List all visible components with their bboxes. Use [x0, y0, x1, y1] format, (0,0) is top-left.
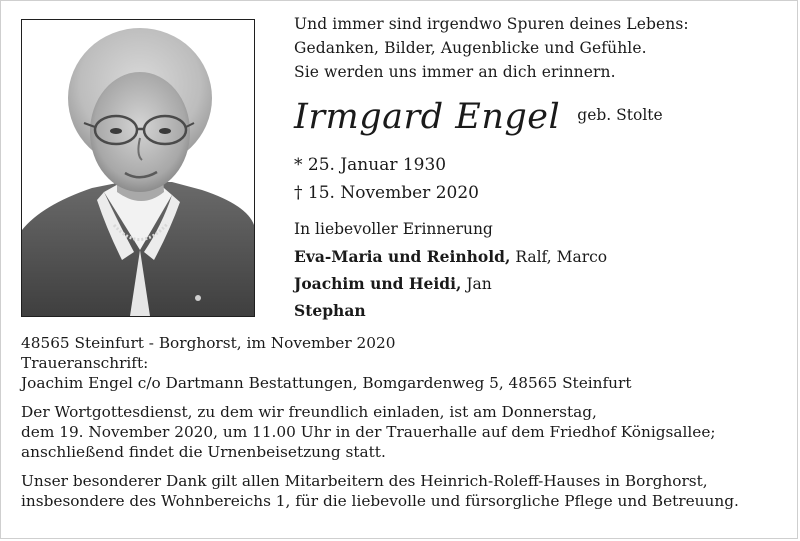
mourners-intro: In liebevoller Erinnerung — [294, 220, 493, 238]
deceased-name-line — [294, 97, 663, 137]
mourning-address: Joachim Engel c/o Dartmann Bestattungen, Bomgardenweg 5, 48565 Steinfurt — [21, 374, 632, 392]
notice-details — [21, 333, 739, 511]
poem — [294, 12, 689, 84]
poem-line: Und immer sind irgendwo Spuren deines Lebens: — [294, 15, 689, 33]
portrait-image — [22, 20, 254, 316]
thanks-line: insbesondere des Wohnbereichs 1, für die liebevolle und fürsorgliche Pflege und Betreuung. — [21, 492, 739, 510]
service-line: Der Wortgottesdienst, zu dem wir freundlich einladen, ist am Donnerstag, — [21, 403, 597, 421]
death-date: † 15. November 2020 — [294, 183, 479, 203]
poem-line: Sie werden uns immer an dich erinnern. — [294, 63, 616, 81]
service-line: anschließend findet die Urnenbeisetzung statt. — [21, 443, 386, 461]
mourning-address-label: Traueranschrift: — [21, 354, 149, 372]
life-dates — [294, 151, 479, 207]
mourner-line — [294, 243, 607, 270]
mourner-names-secondary: Jan — [461, 275, 492, 293]
thanks-line: Unser besonderer Dank gilt allen Mitarbeitern des Heinrich-Roleff-Hauses in Borghorst, — [21, 472, 708, 490]
birth-date: * 25. Januar 1930 — [294, 155, 447, 175]
mourners — [294, 216, 607, 324]
place-date: 48565 Steinfurt - Borghorst, im November 2020 — [21, 334, 396, 352]
mourner-line — [294, 297, 607, 324]
mourner-names-secondary: Ralf, Marco — [510, 248, 608, 266]
mourner-names-primary: Stephan — [294, 301, 366, 320]
service-line: dem 19. November 2020, um 11.00 Uhr in der Trauerhalle auf dem Friedhof Königsallee; — [21, 423, 716, 441]
birth-name: geb. Stolte — [577, 106, 663, 124]
mourner-line — [294, 270, 607, 297]
portrait-photo — [21, 19, 255, 317]
mourner-names-primary: Eva-Maria und Reinhold, — [294, 247, 511, 266]
poem-line: Gedanken, Bilder, Augenblicke und Gefühle. — [294, 39, 647, 57]
deceased-name: Irmgard Engel — [294, 97, 561, 137]
mourner-names-primary: Joachim und Heidi, — [294, 274, 462, 293]
